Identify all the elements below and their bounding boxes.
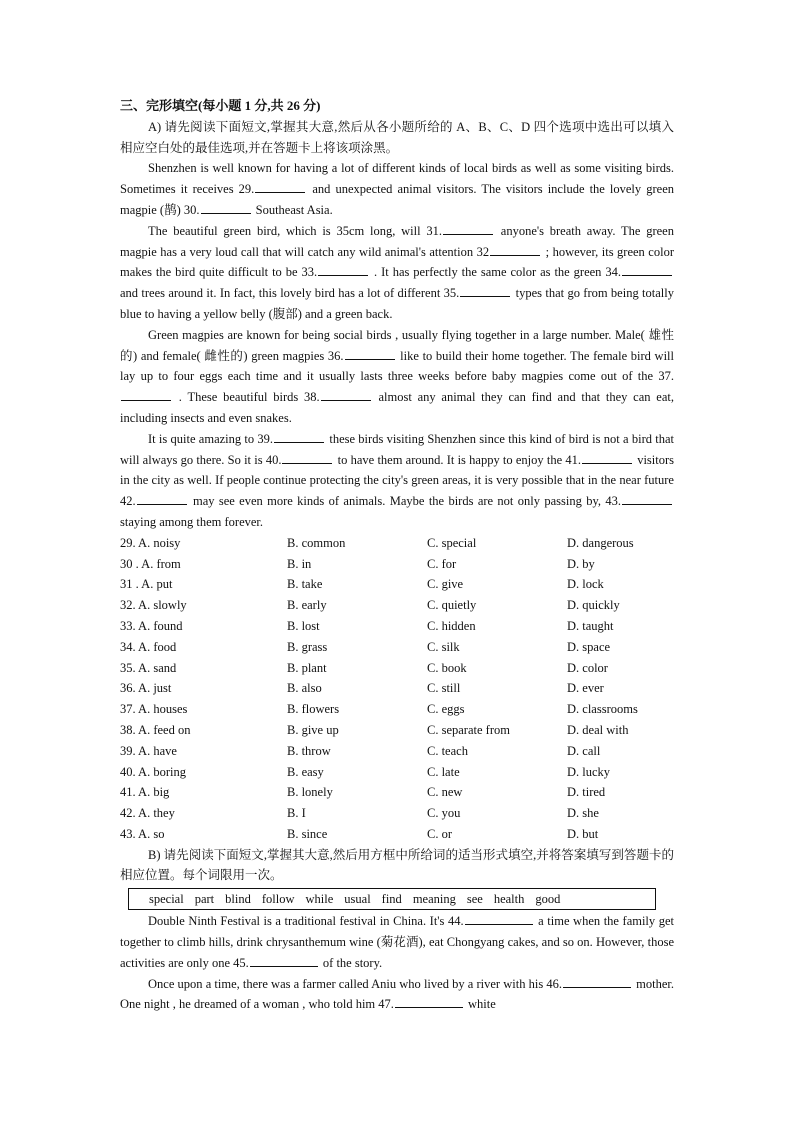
part-a-instruction: A) 请先阅读下面短文,掌握其大意,然后从各小题所给的 A、B、C、D 四个选项中选出可以填入相应空白处的最佳选项,并在答题卡上将该项涂黑。 [120,119,674,155]
part-b-instruction: B) 请先阅读下面短文,掌握其大意,然后用方框中所给词的适当形式填空,并将答案填写到答题卡的相应位置。每个词限用一次。 [120,847,674,883]
word-box-item: meaning [412,892,456,907]
option-b[interactable]: B. give up [287,722,339,737]
part-a-paragraph-2: The beautiful green bird, which is 35cm long, will 31. anyone's breath away. The green magpie has a very loud call that will catch any wild animal's attention 32 ; however, its green color makes the bird quite difficult to be 33. . It has perfectly the same color as the green 34. and trees around it. In fact, this lovely bird has a lot of different 35. types that go from being totally blue to having a yellow belly (腹部) and a green back. [120,223,674,321]
option-a[interactable]: 41. A. big [120,785,170,800]
word-box-item: health [493,892,525,907]
option-row [120,637,674,658]
option-row [120,782,674,803]
option-d[interactable]: D. space [567,639,611,654]
option-d[interactable]: D. lucky [567,764,611,779]
option-b[interactable]: B. grass [287,639,328,654]
option-d[interactable]: D. but [567,826,599,841]
option-d[interactable]: D. call [567,743,601,758]
blank-45[interactable] [250,954,318,967]
part-a-paragraph-4: It is quite amazing to 39. these birds visiting Shenzhen since this kind of bird is not a bird that will always go there. So it is 40. to have them around. It is happy to enjoy the 41. visitors in the city as well. If people continue protecting the city's green areas, it is very possible that in the near future 42. may see even more kinds of animals. Maybe the birds are not only passing by, 43. staying among them forever. [120,431,675,529]
part-b-paragraph-1: Double Ninth Festival is a traditional festival in China. It's 44. a time when the family get together to climb hills, drink chrysanthemum wine (菊花酒), eat Chongyang cakes, and so on. However, those activities are only one 45. of the story. [120,914,674,970]
word-box-item: blind [225,892,251,907]
blank-33[interactable] [318,263,368,276]
option-a[interactable]: 32. A. slowly [120,598,187,613]
option-b[interactable]: B. flowers [287,702,340,717]
option-row [120,678,674,699]
option-a[interactable]: 37. A. houses [120,702,188,717]
blank-30[interactable] [201,201,251,214]
option-c[interactable]: C. you [427,806,461,821]
option-d[interactable]: D. by [567,556,595,571]
option-d[interactable]: D. quickly [567,598,620,613]
blank-42[interactable] [137,492,187,505]
option-row [120,616,674,637]
option-a[interactable]: 35. A. sand [120,660,177,675]
option-c[interactable]: C. new [427,785,463,800]
option-row [120,803,674,824]
option-b[interactable]: B. I [287,806,306,821]
word-box-item: good [535,892,561,907]
blank-43[interactable] [622,492,672,505]
blank-47[interactable] [395,995,463,1008]
option-d[interactable]: D. tired [567,785,606,800]
word-box-item: while [305,892,334,907]
option-b[interactable]: B. plant [287,660,327,675]
option-c[interactable]: C. teach [427,743,468,758]
option-a[interactable]: 33. A. found [120,618,183,633]
option-c[interactable]: C. separate from [427,722,510,737]
option-c[interactable]: C. silk [427,639,460,654]
option-c[interactable]: C. for [427,556,457,571]
option-a[interactable]: 40. A. boring [120,764,186,779]
option-c[interactable]: C. special [427,535,477,550]
exam-page [120,96,674,1015]
option-b[interactable]: B. lost [287,618,320,633]
option-c[interactable]: C. give [427,577,464,592]
blank-44[interactable] [465,912,533,925]
blank-41[interactable] [582,451,632,464]
word-box-item: find [381,892,402,907]
blank-36[interactable] [345,347,395,360]
option-b[interactable]: B. common [287,535,346,550]
option-d[interactable]: D. she [567,806,599,821]
blank-38[interactable] [321,388,371,401]
options-table [120,533,674,845]
option-b[interactable]: B. throw [287,743,331,758]
blank-32[interactable] [490,243,540,256]
option-a[interactable]: 43. A. so [120,826,165,841]
option-d[interactable]: D. color [567,660,608,675]
option-a[interactable]: 38. A. feed on [120,722,191,737]
option-a[interactable]: 39. A. have [120,743,177,758]
option-a[interactable]: 36. A. just [120,681,172,696]
word-box-item: part [194,892,215,907]
option-d[interactable]: D. classrooms [567,702,638,717]
option-c[interactable]: C. hidden [427,618,476,633]
option-a[interactable]: 29. A. noisy [120,535,181,550]
option-c[interactable]: C. book [427,660,467,675]
option-c[interactable]: C. still [427,681,461,696]
option-a[interactable]: 34. A. food [120,639,177,654]
blank-29[interactable] [255,180,305,193]
option-row [120,720,674,741]
section-heading: 三、完形填空(每小题 1 分,共 26 分) [120,98,321,113]
blank-35[interactable] [460,284,510,297]
word-box-item: follow [261,892,295,907]
option-row [120,595,674,616]
option-d[interactable]: D. ever [567,681,604,696]
part-b-paragraph-2: Once upon a time, there was a farmer called Aniu who lived by a river with his 46. mother. One night , he dreamed of a woman , who told him 47. white [120,976,675,1012]
blank-39[interactable] [274,430,324,443]
option-b[interactable]: B. in [287,556,312,571]
option-b[interactable]: B. take [287,577,323,592]
option-row [120,699,674,720]
option-d[interactable]: D. taught [567,618,614,633]
option-row [120,533,674,554]
option-row [120,658,674,679]
option-a[interactable]: 30 . A. from [120,556,181,571]
option-b[interactable]: B. easy [287,764,324,779]
option-b[interactable]: B. lonely [287,785,333,800]
word-box-item: special [149,892,184,907]
word-box-item: usual [344,892,371,907]
option-row [120,741,674,762]
option-d[interactable]: D. lock [567,577,604,592]
option-c[interactable]: C. quietly [427,598,477,613]
part-a-paragraph-3: Green magpies are known for being social birds , usually flying together in a large number. Male( 雄性的) and female( 雌性的) green magpies 36. like to build their home together. The female bird will lay up to four eggs each time and it usually lasts three weeks before baby magpies come out of the 37. . These beautiful birds 38. almost any animal they can find and that they can eat, including insects and even snakes. [120,327,674,425]
option-d[interactable]: D. dangerous [567,535,634,550]
option-row [120,554,674,575]
blank-31[interactable] [443,222,493,235]
option-a[interactable]: 42. A. they [120,806,175,821]
option-a[interactable]: 31 . A. put [120,577,173,592]
blank-40[interactable] [282,451,332,464]
option-c[interactable]: C. eggs [427,702,465,717]
word-box [128,888,656,910]
blank-34[interactable] [622,263,672,276]
word-box-item: see [466,892,483,907]
option-b[interactable]: B. since [287,826,328,841]
option-b[interactable]: B. early [287,598,327,613]
option-c[interactable]: C. late [427,764,460,779]
blank-46[interactable] [563,975,631,988]
option-d[interactable]: D. deal with [567,722,629,737]
blank-37[interactable] [121,388,171,401]
part-a-paragraph-1: Shenzhen is well known for having a lot of different kinds of local birds as well as some visiting birds. Sometimes it receives 29. and unexpected animal visitors. The visitors include the lovely green magpie (鹊) 30. Southeast Asia. [120,161,674,217]
option-row [120,762,674,783]
option-b[interactable]: B. also [287,681,322,696]
option-row [120,574,674,595]
option-c[interactable]: C. or [427,826,452,841]
option-row [120,824,674,845]
